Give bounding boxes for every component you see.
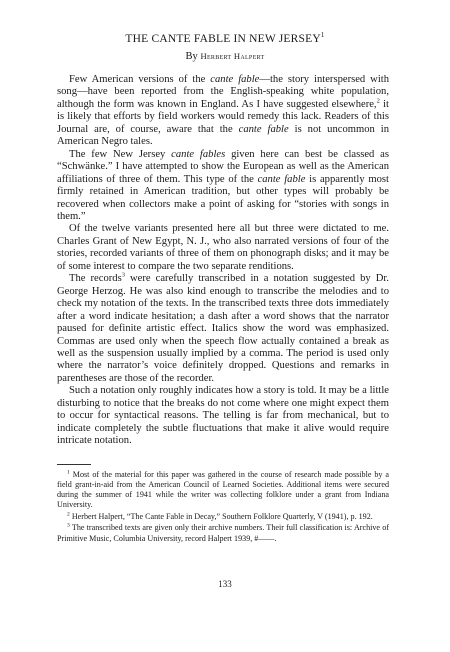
p1-italic-cante-fable-2: cante fable [238,123,289,135]
paragraph-2 [57,149,389,224]
p2-text-a: The few New Jersey [69,148,172,160]
p1-text-c: —the story interspersed with song—have been reported from the English-speaking white population, although the form was known in England. As I have suggested elsewhere, [57,74,390,110]
p1-text-e: it is likely that efforts by field workers would remedy this lack. Readers of this Journal are, of course, aware that the [57,98,389,135]
paragraph-1 [57,74,389,149]
title-footnote-mark: 1 [320,31,325,39]
footnote-3-text: The transcribed texts are given only their archive numbers. Their full classification is: Archive of Primitive Music, Columbia University, record Halpert 1939, #——. [57,523,389,543]
article-title-text: THE CANTE FABLE IN NEW JERSEY [125,32,321,45]
footnote-1-text: Most of the material for this paper was gathered in the course of research made possible by a field grant-in-aid from the American Council of Learned Societies. Additional items were secured during the summer of 1941 while the writer was collecting folklore under a grant from Indiana University. [57,470,389,510]
footnote-2 [57,512,389,522]
p2-italic-cante-fables: cante fables [171,148,226,160]
p4-text-c: were carefully transcribed in a notation suggested by Dr. George Herzog. He was also kind enough to transcribe the melodies and to check my notation of the texts. In the transcribed texts three dots immediately after a word indicate hesitation; a dash after a word shows that the narrator paused for definite artistic effect. Italics show the word was emphasized. Commas are used only when the speech flow actually contained a break as well as the suspension usually implied by a comma. The period is used only where the narrator’s voice definitely dropped. Questions and remarks in parentheses are those of the recorder. [57,273,389,384]
author-name: Herbert Halpert [200,51,265,61]
footnote-ref-2[interactable]: 2 [376,97,380,105]
footnote-1 [57,470,389,510]
p2-text-e: is apparently most firmly retained in American tradition, but other types will probably be recovered when collectors make a point of asking for “stories with songs in them.” [57,173,389,222]
paragraph-4 [57,273,389,385]
paragraph-3: Of the twelve variants presented here all but three were dictated to me. Charles Grant of New Egypt, N. J., who also narrated versions of four of the stories, recorded variants of three of them on phonograph disks; and it may be of some interest to compare the two separate renditions. [57,223,389,272]
p4-text-a: The records [69,273,122,285]
p1-text-a: Few American versions of the [69,74,211,85]
footnote-3 [57,523,389,543]
footnotes [57,470,389,545]
p1-italic-cante-fable: cante fable [210,74,260,85]
footnote-divider [57,464,91,465]
article-body [57,74,389,448]
p2-italic-cante-fable: cante fable [257,173,306,185]
page-number: 133 [218,579,232,589]
article-title [0,31,450,45]
footnote-3-mark: 3 [67,522,70,529]
footnote-2-mark: 2 [67,511,70,518]
footnote-1-mark: 1 [67,469,70,476]
author-prefix: By [185,51,198,62]
footnote-ref-3[interactable]: 3 [121,271,125,279]
p1-text-g: is not uncommon in American Negro tales. [57,123,389,148]
author-byline [0,51,450,62]
paragraph-5: Such a notation only roughly indicates how a story is told. It may be a little disturbing to notice that the breaks do not come where one might expect them to occur for syntactical reasons. The telling is far from mechanical, but to indicate completely the subtle fluctuations that make it alive would require intricate notation. [57,385,389,447]
footnote-2-text: Herbert Halpert, “The Cante Fable in Decay,” Southern Folklore Quarterly, V (1941), p. 192. [69,511,373,521]
p2-text-c: given here can best be classed as “Schwänke.” I have attempted to show the European as well as the American affiliations of three of them. This type of the [57,148,389,185]
